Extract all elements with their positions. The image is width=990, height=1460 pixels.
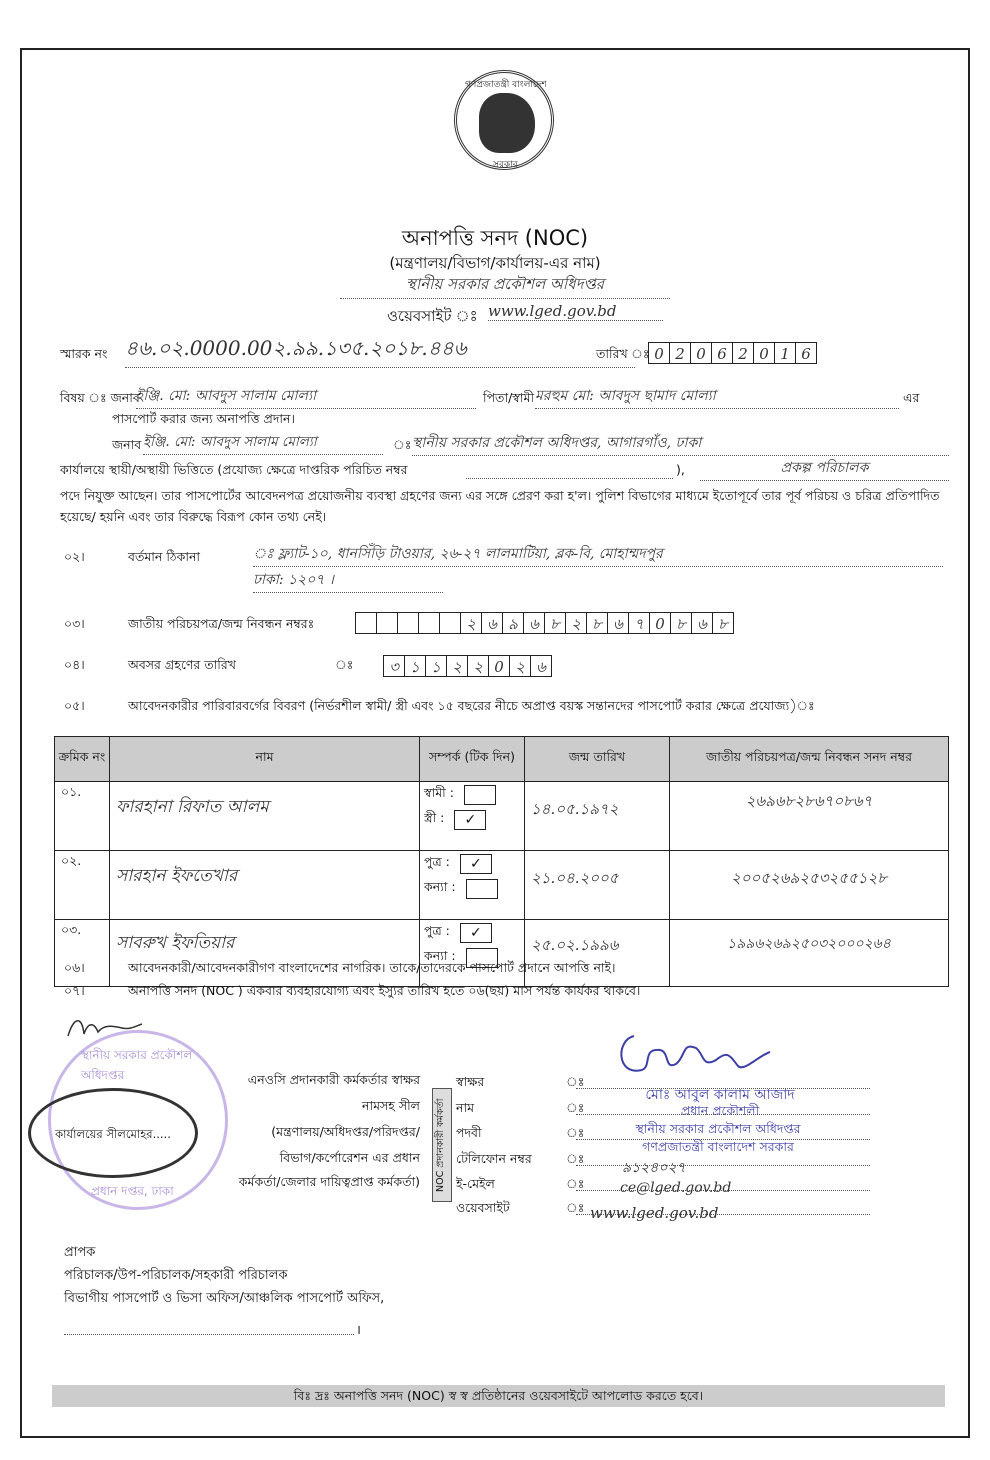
- row-serial: ০২.: [55, 851, 110, 920]
- applicant-name: ইঞ্জি. মো: আবদুস সালাম মোল্যা: [136, 384, 476, 409]
- field-colon: ঃ: [566, 1074, 585, 1089]
- retirement-digit-box: ৩: [383, 655, 405, 677]
- relation-option: পুত্র :: [424, 853, 450, 869]
- janab-label: জনাব: [112, 437, 142, 452]
- date-digit-box: 1: [774, 342, 796, 364]
- row-name: সাবরুখ ইফতিয়ার: [110, 920, 420, 987]
- retirement-digit-box: ১: [425, 655, 447, 677]
- row-nid: ২০০৫২৬৯২৫৩২৫৫১২৮: [670, 851, 949, 920]
- signature-left-label: নামসহ সীল: [362, 1098, 420, 1113]
- nid-digit-box: [376, 612, 398, 634]
- row-serial: ০১.: [55, 782, 110, 851]
- father-label: পিতা/স্বামী: [483, 390, 535, 405]
- nid-digit-box: [355, 612, 377, 634]
- subject-line2: পাসপোর্ট করার জন্য অনাপত্তি প্রদান।: [112, 411, 295, 426]
- relation-option: কন্যা :: [424, 878, 456, 894]
- field-label-designation: পদবী: [456, 1125, 482, 1140]
- body-paragraph: পদে নিযুক্ত আছেন। তার পাসপোর্টের আবেদনপত্র প্রয়োজনীয় ব্যবস্থা গ্রহণের জন্য এর সঙ্গে প্রেরণ করা হ'ল। পুলিশ বিভাগের মাধ্যমে ইতোপূর্বে তার পূর্ব পরিচয় ও চরিত্র প্রতিপাদিত হয়েছে/ হয়নি এবং তার বিরুদ্ধে বিরূপ কোন তথ্য নেই।: [60, 488, 940, 524]
- field-colon: ঃ: [566, 1200, 585, 1215]
- row-nid: ২৬৯৬৮২৮৬৭০৮৬৭: [670, 782, 949, 851]
- recipient-address-line: [64, 1322, 354, 1335]
- nid-digit-box: ৮: [670, 612, 692, 634]
- nid-digit-box: ৬: [607, 612, 629, 634]
- field-colon: ঃ: [566, 1125, 585, 1140]
- seal-ring-text: স্থানীয় সরকার প্রকৌশল অধিদপ্তর: [81, 1048, 193, 1082]
- relation-checkbox[interactable]: [464, 785, 496, 805]
- date-digit-box: 2: [732, 342, 754, 364]
- seal-bottom-text: প্রধান দপ্তর, ঢাকা: [91, 1184, 174, 1198]
- field-label-phone: টেলিফোন নম্বর: [456, 1151, 532, 1166]
- item-04-number: ০৪।: [64, 657, 85, 672]
- field-label-name: নাম: [456, 1100, 475, 1115]
- emblem-bottom-text: সরকার: [493, 160, 518, 170]
- field-label-email: ই-মেইল: [456, 1176, 495, 1191]
- row-dob: ২৫.০২.১৯৯৬: [525, 920, 670, 987]
- retirement-digit-box: ৬: [530, 655, 552, 677]
- col-name: নাম: [110, 737, 420, 782]
- col-dob: জন্ম তারিখ: [525, 737, 670, 782]
- row-dob: ১৪.০৫.১৯৭২: [525, 782, 670, 851]
- officer-name: মোঃ আবুল কালাম আজাদ: [645, 1087, 795, 1103]
- retirement-colon: ঃ: [335, 657, 354, 672]
- relation-checkbox[interactable]: [466, 879, 498, 899]
- date-digit-box: 0: [648, 342, 670, 364]
- nid-digit-box: ৬: [691, 612, 713, 634]
- relation-checkbox[interactable]: ✓: [454, 810, 486, 830]
- signature-left-label: কর্মকর্তা/জেলার দায়িত্বপ্রাপ্ত কর্মকর্তা): [238, 1174, 420, 1189]
- nid-label: জাতীয় পরিচয়পত্র/জন্ম নিবন্ধন নম্বরঃ: [128, 616, 315, 631]
- retirement-digit-box: ২: [467, 655, 489, 677]
- nid-digit-box: ৬: [481, 612, 503, 634]
- signature-left-label: বিভাগ/কর্পোরেশন এর প্রধান: [279, 1150, 420, 1165]
- recipient-label: প্রাপক: [64, 1245, 96, 1260]
- office-seal-placeholder: কার্যালয়ের সীলমোহর.....: [28, 1088, 198, 1178]
- retirement-label: অবসর গ্রহণের তারিখ: [128, 657, 236, 672]
- note-07-number: ০৭।: [64, 983, 85, 998]
- signature-left-label: (মন্ত্রণালয়/অধিদপ্তর/পরিদপ্তর/: [271, 1124, 420, 1139]
- family-table-header: [55, 737, 949, 782]
- retirement-date-boxes: [383, 655, 551, 677]
- relation-checkbox[interactable]: ✓: [460, 854, 492, 874]
- nid-digit-box: 0: [649, 612, 671, 634]
- memo-number: ৪৬.০২.0000.00২.৯৯.১৩৫.২০১৮.৪৪৬: [125, 334, 635, 368]
- nid-digit-box: ৮: [712, 612, 734, 634]
- col-nid: জাতীয় পরিচয়পত্র/জন্ম নিবন্ধন সনদ নম্বর: [670, 737, 949, 782]
- father-name: মরহুম মো: আবদুস ছামাদ মোল্যা: [535, 384, 899, 409]
- website-label: ওয়েবসাইট ঃ: [387, 307, 478, 325]
- government-emblem: [454, 70, 554, 170]
- page-subtitle: (মন্ত্রণালয়/বিভাগ/কার্যালয়-এর নাম): [389, 254, 601, 272]
- nid-digit-box: ৮: [544, 612, 566, 634]
- relation-checkbox[interactable]: ✓: [460, 923, 492, 943]
- nid-digit-box: ২: [565, 612, 587, 634]
- nid-digit-box: ৭: [628, 612, 650, 634]
- date-label: তারিখ ঃ: [596, 346, 650, 361]
- note-06-number: ০৬।: [64, 960, 85, 975]
- officer-signature: [612, 1026, 782, 1084]
- field-colon: ঃ: [566, 1100, 585, 1115]
- retirement-digit-box: 0: [488, 655, 510, 677]
- date-digit-box: 0: [753, 342, 775, 364]
- address-line1: ঃ ফ্ল্যাট-১০, ধানসিঁড়ি টাওয়ার, ২৬-২৭ লালমাটিয়া, ব্লক-বি, মোহাম্মদপুর: [253, 542, 943, 567]
- relation-option: স্বামী :: [424, 784, 454, 800]
- row-name: সারহান ইফতেখার: [110, 851, 420, 920]
- retirement-digit-box: ২: [446, 655, 468, 677]
- address-line2: ঢাকা: ১২০৭ ।: [253, 568, 443, 593]
- relation-option: পুত্র :: [424, 922, 450, 938]
- nid-digit-box: [439, 612, 461, 634]
- retirement-digit-box: ১: [404, 655, 426, 677]
- date-digit-box: 6: [795, 342, 817, 364]
- row-serial: ০৩.: [55, 920, 110, 987]
- employee-name: ইঞ্জি. মো: আবদুস সালাম মোল্যা: [143, 431, 383, 455]
- field-colon: ঃ: [566, 1151, 585, 1166]
- note-07: অনাপত্তি সনদ (NOC ) একবার ব্যবহারযোগ্য এবং ইস্যুর তারিখ হতে ০৬(ছয়) মাস পর্যন্ত কার্যকর থাকবে।: [128, 983, 641, 998]
- row-name: ফারহানা রিফাত আলম: [110, 782, 420, 851]
- office-name: স্থানীয় সরকার প্রকৌশল অধিদপ্তর: [340, 273, 670, 299]
- date-digit-box: 6: [711, 342, 733, 364]
- recipient-line2: বিভাগীয় পাসপোর্ট ও ভিসা অফিস/আঞ্চলিক পাসপোর্ট অফিস,: [64, 1291, 385, 1306]
- employee-office: স্থানীয় সরকার প্রকৌশল অধিদপ্তর, আগারগাঁও, ঢাকা: [412, 431, 949, 456]
- vertical-label: NOC প্রদানকারী কর্মকর্তা: [432, 1088, 452, 1202]
- nid-digit-box: ৬: [523, 612, 545, 634]
- official-id-blank: [466, 462, 673, 479]
- table-row: [55, 782, 949, 851]
- family-description-label: আবেদনকারীর পারিবারবর্গের বিবরণ (নির্ভরশীল স্বামী/ স্ত্রী এবং ১৫ বছরের নীচে অপ্রাপ্ত বয়স্ক সন্তানদের পাসপোর্ট করার ক্ষেত্রে প্রযোজ্য)ঃ: [128, 698, 815, 713]
- employee-designation: প্রকল্প পরিচালক: [700, 456, 949, 481]
- recipient-line1: পরিচালক/উপ-পরিচালক/সহকারী পরিচালক: [64, 1268, 288, 1283]
- family-table: [54, 736, 949, 987]
- col-serial: ক্রমিক নং: [55, 737, 110, 782]
- memo-label: স্মারক নং: [60, 346, 108, 361]
- relation-option: স্ত্রী :: [424, 809, 445, 825]
- item-02-number: ০২।: [64, 549, 85, 564]
- retirement-digit-box: ২: [509, 655, 531, 677]
- relation-option: কন্যা :: [424, 947, 456, 963]
- footer-note: বিঃ দ্রঃ অনাপত্তি সনদ (NOC) স্ব স্ব প্রতিষ্ঠানের ওয়েবসাইটে আপলোড করতে হবে।: [52, 1385, 945, 1407]
- date-boxes: [648, 342, 816, 364]
- officer-office: স্থানীয় সরকার প্রকৌশল অধিদপ্তর: [635, 1121, 801, 1136]
- body-line2-close: ),: [676, 462, 685, 477]
- nid-boxes: [355, 612, 733, 634]
- body-colon: ঃ: [393, 437, 412, 452]
- recipient-line3-end: ।: [356, 1323, 361, 1338]
- page-title: অনাপত্তি সনদ (NOC): [401, 226, 589, 250]
- item-03-number: ০৩।: [64, 616, 85, 631]
- nid-digit-box: ২: [460, 612, 482, 634]
- subject-suffix: এর: [903, 390, 920, 405]
- signature-left-label: এনওসি প্রদানকারী কর্মকর্তার স্বাক্ষর: [247, 1072, 420, 1087]
- date-digit-box: 0: [690, 342, 712, 364]
- officer-government: গণপ্রজাতন্ত্রী বাংলাদেশ সরকার: [642, 1139, 794, 1154]
- subject-prefix: বিষয় ঃ জনাব: [60, 390, 140, 405]
- officer-website: www.lged.gov.bd: [590, 1204, 719, 1222]
- address-label: বর্তমান ঠিকানা: [128, 549, 201, 564]
- emblem-top-text: গণপ্রজাতন্ত্রী বাংলাদেশ: [465, 80, 547, 90]
- nid-digit-box: ৮: [586, 612, 608, 634]
- officer-designation: প্রধান প্রকৌশলী: [680, 1103, 760, 1118]
- field-label-website: ওয়েবসাইট: [456, 1200, 510, 1215]
- body-line2-text: কার্যালয়ে স্থায়ী/অস্থায়ী ভিত্তিতে (প্রযোজ্য ক্ষেত্রে দাপ্তরিক পরিচিত নম্বর: [60, 462, 408, 477]
- date-digit-box: 2: [669, 342, 691, 364]
- col-relation: সম্পর্ক (টিক দিন): [420, 737, 525, 782]
- note-06: আবেদনকারী/আবেদনকারীগণ বাংলাদেশের নাগরিক। তাকে/তাদেরকে পাসপোর্ট প্রদানে আপত্তি নাই।: [128, 960, 616, 975]
- nid-digit-box: [418, 612, 440, 634]
- row-dob: ২১.০৪.২০০৫: [525, 851, 670, 920]
- item-05-number: ০৫।: [64, 698, 85, 713]
- field-label-signature: স্বাক্ষর: [456, 1074, 485, 1089]
- row-nid: ১৯৯৬২৬৯২৫০৩২০০০২৬৪: [670, 920, 949, 987]
- nid-digit-box: [397, 612, 419, 634]
- table-row: [55, 851, 949, 920]
- officer-phone: ৯১২৪০২৭: [622, 1160, 686, 1176]
- header-website: www.lged.gov.bd: [488, 302, 663, 321]
- bangladesh-map-icon: [479, 93, 535, 153]
- field-colon: ঃ: [566, 1176, 585, 1191]
- nid-digit-box: ৯: [502, 612, 524, 634]
- officer-email: ce@lged.gov.bd: [620, 1180, 732, 1196]
